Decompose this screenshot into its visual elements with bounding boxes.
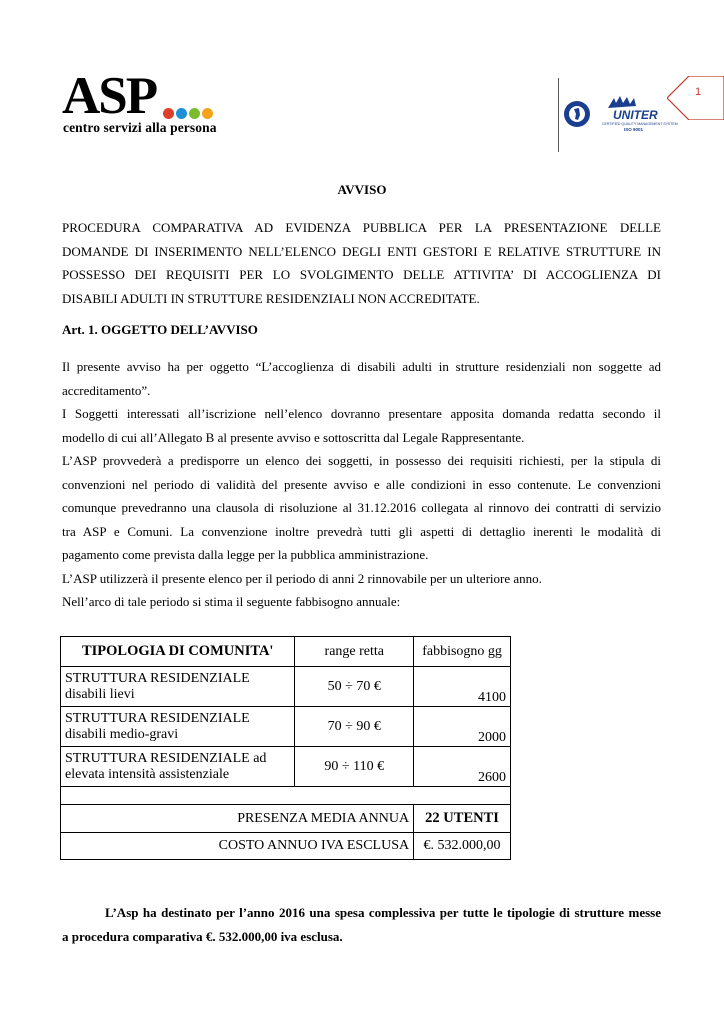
table-row (61, 707, 511, 747)
row-type-line2: disabili lievi (65, 686, 135, 702)
header-divider (558, 78, 559, 152)
cost-label: COSTO ANNUO IVA ESCLUSA (61, 833, 414, 860)
body-line: I Soggetti interessati all’iscrizione nell’elenco dovranno presentare apposita domanda redatta secondo il (62, 406, 661, 421)
table-row (61, 747, 511, 787)
page-number-tab (667, 76, 724, 120)
needs-table (60, 636, 511, 860)
body-line: Il presente avviso ha per oggetto “L’accoglienza di disabili adulti in strutture residenziali non soggette ad (62, 359, 661, 374)
presence-row (61, 805, 511, 833)
body-line: L’ASP utilizzerà il presente elenco per il periodo di anni 2 rinnovabile per un ulteriore anno. (62, 570, 542, 586)
row-type-line1: STRUTTURA RESIDENZIALE (65, 670, 250, 686)
row-range: 90 ÷ 110 € (295, 747, 414, 787)
logo-main-text: ASP (62, 67, 157, 125)
row-type (61, 707, 295, 747)
header-type: TIPOLOGIA DI COMUNITA' (61, 637, 295, 667)
row-type-line1: STRUTTURA RESIDENZIALE (65, 710, 250, 726)
accredia-logo (563, 95, 591, 133)
logo-dot-blue (176, 108, 187, 119)
intro-paragraph (62, 216, 661, 310)
body-line: Nell’arco di tale periodo si stima il seguente fabbisogno annuale: (62, 594, 401, 609)
intro-line: DISABILI ADULTI IN STRUTTURE RESIDENZIALI NON ACCREDITATE. (62, 290, 480, 306)
logo-dot-red (163, 108, 174, 119)
body-line: modello di cui all’Allegato B al presente avviso e sottoscritta dal Legale Rappresentante. (62, 429, 525, 445)
final-statement (62, 901, 661, 949)
presence-value: 22 UTENTI (414, 805, 511, 833)
body-line: convenzioni nel periodo di validità del presente avviso e alle condizioni in esso contenute. Le convenzioni (62, 476, 661, 492)
logo-subtitle: centro servizi alla persona (63, 120, 217, 135)
uniter-logo (600, 94, 678, 136)
row-type (61, 667, 295, 707)
intro-line: PROCEDURA COMPARATIVA AD EVIDENZA PUBBLICA PER LA PRESENTAZIONE DELLE (62, 220, 661, 235)
body-line: L’ASP provvederà a predisporre un elenco dei soggetti, in possesso dei requisiti richiesti, per la stipula di (62, 453, 661, 468)
table-header-row (61, 637, 511, 667)
spacer-cell (61, 787, 511, 805)
uniter-tagline: CERTIFIED QUALITY MANAGEMENT SYSTEM (602, 122, 678, 126)
row-type-line1: STRUTTURA RESIDENZIALE ad (65, 750, 267, 766)
uniter-brand: UNITER (613, 108, 658, 122)
body-paragraph (62, 355, 661, 614)
row-need: 4100 (414, 667, 511, 707)
row-need: 2000 (414, 707, 511, 747)
final-line-1 (62, 901, 661, 925)
final-line-1-text: L’Asp ha destinato per l’anno 2016 una spesa complessiva per tutte le tipologie di strutture messe (105, 905, 661, 920)
asp-logo (62, 67, 222, 140)
body-line: pagamento come prevista dalla legge per la pubblica amministrazione. (62, 547, 429, 562)
uniter-iso: ISO 9001 (624, 127, 644, 132)
intro-line: POSSESSO DEI REQUISITI PER LO SVOLGIMENTO DELLE ATTIVITA’ DI ACCOGLIENZA DI (62, 267, 661, 282)
page-number: 1 (695, 86, 702, 98)
table-spacer-row (61, 787, 511, 805)
logo-dot-orange (202, 108, 213, 119)
presence-label: PRESENZA MEDIA ANNUA (61, 805, 414, 833)
intro-line: DOMANDE DI INSERIMENTO NELL’ELENCO DEGLI ENTI GESTORI E RELATIVE STRUTTURE IN (62, 243, 661, 259)
cost-value: €. 532.000,00 (414, 833, 511, 860)
row-type-line2: elevata intensità assistenziale (65, 766, 230, 782)
row-need: 2600 (414, 747, 511, 787)
final-line-2: a procedura comparativa €. 532.000,00 iva esclusa. (62, 929, 343, 944)
article-heading: Art. 1. OGGETTO DELL’AVVISO (62, 322, 258, 337)
table-row (61, 667, 511, 707)
row-type-line2: disabili medio-gravi (65, 726, 179, 742)
cost-row (61, 833, 511, 860)
body-line: comunque prevedranno una clausola di risoluzione al 31.12.2016 collegata al rinnovo dei contratti di servizio (62, 500, 661, 515)
row-range: 50 ÷ 70 € (295, 667, 414, 707)
header-need: fabbisogno gg (414, 637, 511, 667)
row-type (61, 747, 295, 787)
page-title: AVVISO (337, 182, 387, 197)
row-range: 70 ÷ 90 € (295, 707, 414, 747)
body-line: tra ASP e Comuni. La convenzione inoltre prevedrà tutti gli aspetti di dettaglio inerenti le modalità di (62, 523, 661, 539)
body-line: accreditamento”. (62, 382, 151, 398)
logo-dot-green (189, 108, 200, 119)
header-range: range retta (295, 637, 414, 667)
